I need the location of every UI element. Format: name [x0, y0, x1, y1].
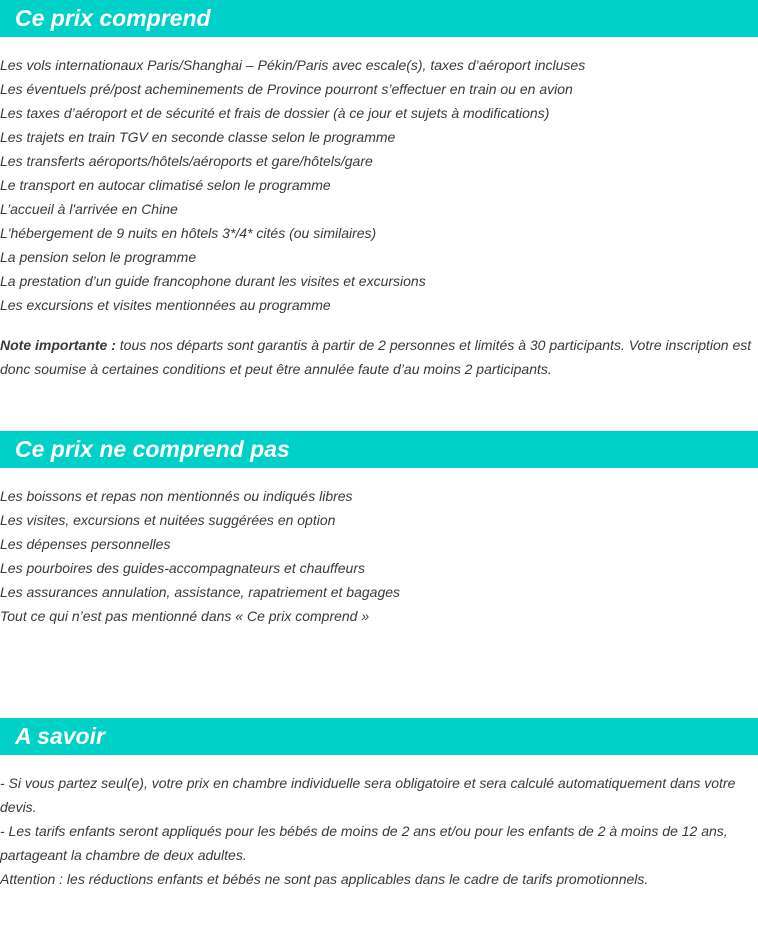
excluded-section [0, 431, 758, 628]
note-label: Note importante : [0, 337, 116, 353]
included-banner [0, 0, 758, 37]
list-item: Tout ce qui n’est pas mentionné dans « Ce prix comprend » [0, 608, 370, 624]
list-item: Les excursions et visites mentionnées au programme [0, 297, 331, 313]
important-note [0, 333, 752, 381]
list-item: Les visites, excursions et nuitées suggérées en option [0, 512, 336, 528]
list-item: La prestation d’un guide francophone durant les visites et excursions [0, 273, 426, 289]
excluded-banner [0, 431, 758, 468]
included-section [0, 0, 758, 381]
included-list [0, 53, 758, 317]
list-item: L'hébergement de 9 nuits en hôtels 3*/4* cités (ou similaires) [0, 225, 377, 241]
list-item: Les boissons et repas non mentionnés ou indiqués libres [0, 488, 353, 504]
list-item: Le transport en autocar climatisé selon le programme [0, 177, 331, 193]
info-title: A savoir [15, 723, 105, 749]
list-item: Les trajets en train TGV en seconde classe selon le programme [0, 129, 396, 145]
list-item: Les vols internationaux Paris/Shanghai – Pékin/Paris avec escale(s), taxes d’aéroport incluses [0, 57, 586, 73]
list-item: Les dépenses personnelles [0, 536, 171, 552]
note-text: tous nos départs sont garantis à partir de 2 personnes et limités à 30 participants. Votre inscription est donc soumise à certaines conditions et peut être annulée faute d’au moins 2 participants. [0, 337, 752, 377]
info-body [0, 771, 758, 891]
list-item: Les transferts aéroports/hôtels/aéroports et gare/hôtels/gare [0, 153, 373, 169]
info-section [0, 718, 758, 891]
included-title: Ce prix comprend [15, 5, 211, 31]
info-paragraph: - Si vous partez seul(e), votre prix en chambre individuelle sera obligatoire et sera calculé automatiquement dans votre devis. [0, 775, 736, 815]
list-item: L’accueil à l'arrivée en Chine [0, 201, 178, 217]
info-paragraph: Attention : les réductions enfants et bébés ne sont pas applicables dans le cadre de tarifs promotionnels. [0, 871, 649, 887]
excluded-list [0, 484, 758, 628]
list-item: Les pourboires des guides-accompagnateurs et chauffeurs [0, 560, 365, 576]
list-item: Les taxes d’aéroport et de sécurité et frais de dossier (à ce jour et sujets à modifications) [0, 105, 550, 121]
excluded-title: Ce prix ne comprend pas [15, 436, 290, 462]
list-item: Les éventuels pré/post acheminements de Province pourront s’effectuer en train ou en avion [0, 81, 573, 97]
info-paragraph: - Les tarifs enfants seront appliqués pour les bébés de moins de 2 ans et/ou pour les enfants de 2 à moins de 12 ans, partageant la chambre de deux adultes. [0, 823, 728, 863]
list-item: La pension selon le programme [0, 249, 197, 265]
info-banner [0, 718, 758, 755]
list-item: Les assurances annulation, assistance, rapatriement et bagages [0, 584, 401, 600]
